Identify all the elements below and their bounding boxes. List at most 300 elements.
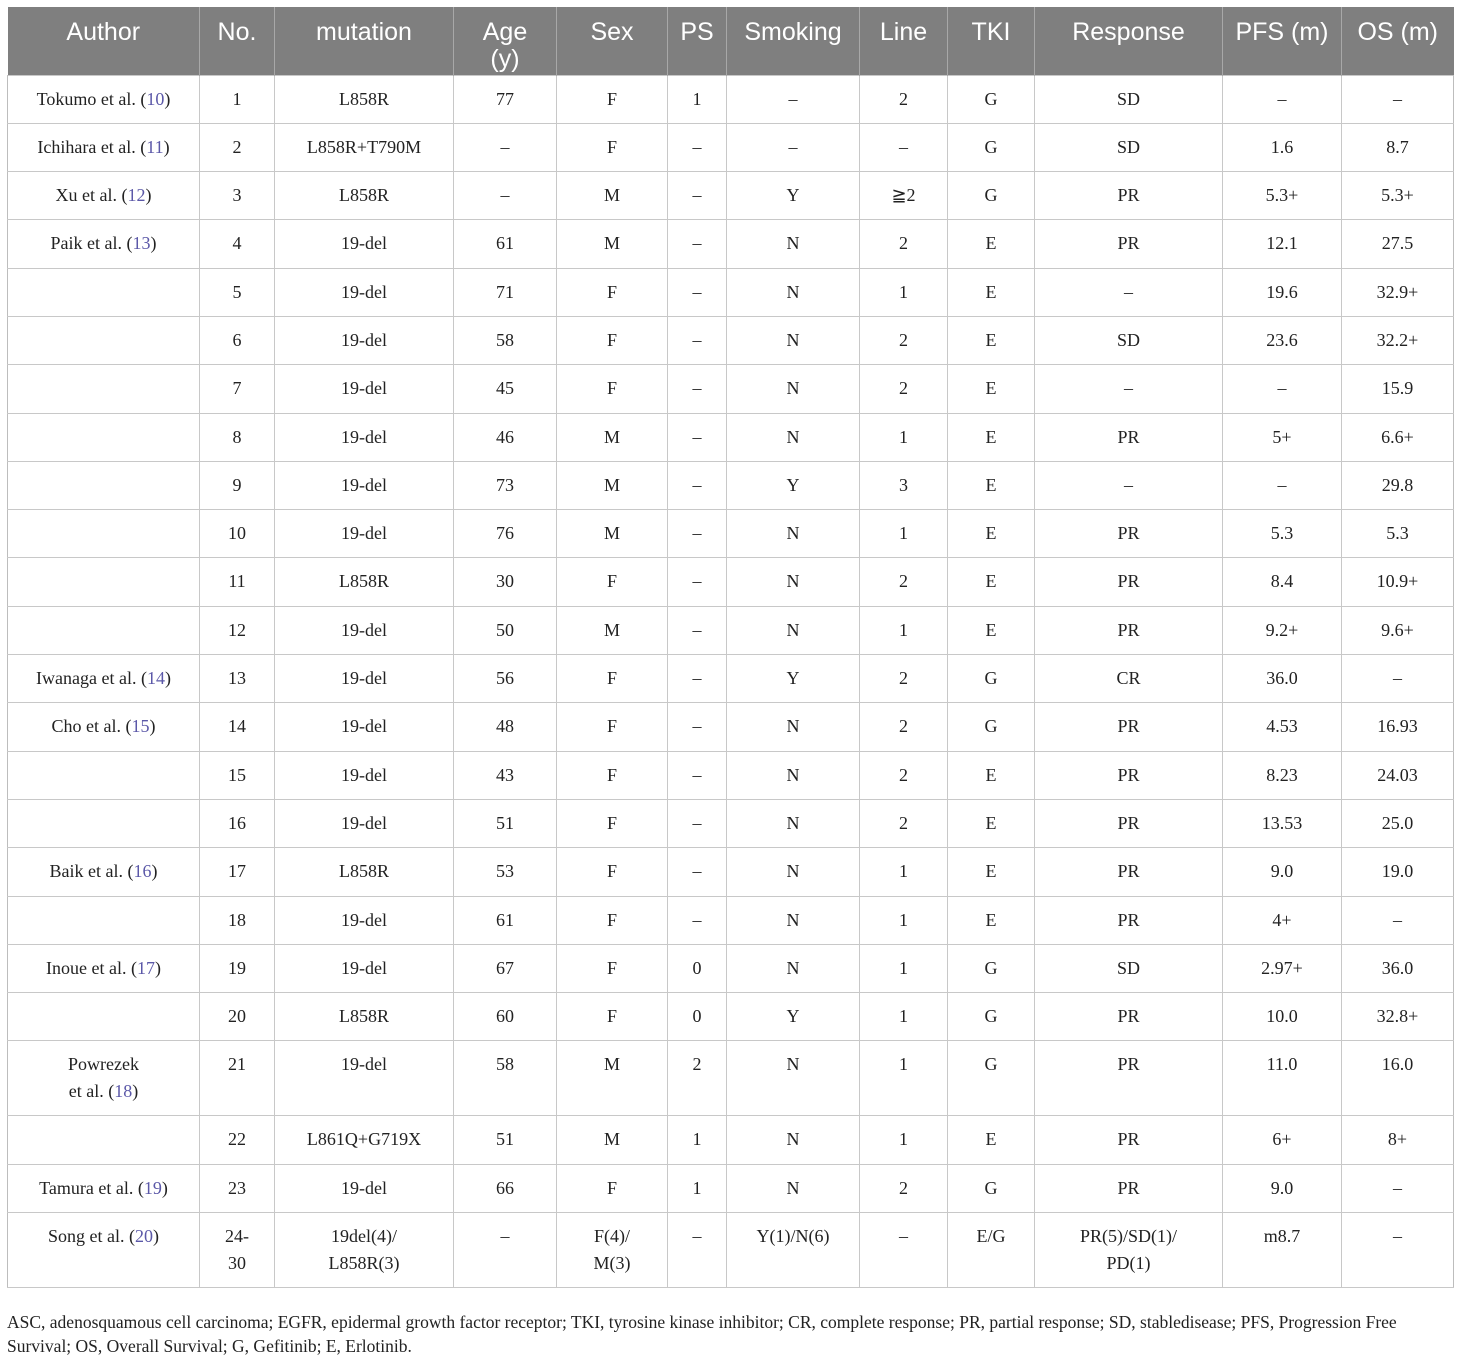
cell-age: 46 xyxy=(454,413,557,461)
author-name: Cho et al. ( xyxy=(51,716,132,737)
cell-smoking: Y(1)/N(6) xyxy=(727,1213,860,1288)
cell-author xyxy=(8,413,200,461)
cell-response: PR xyxy=(1035,751,1223,799)
table-row xyxy=(8,558,1454,606)
cell-author xyxy=(8,365,200,413)
reference-link[interactable]: 15 xyxy=(131,716,150,737)
table-row xyxy=(8,751,1454,799)
cell-sex: M xyxy=(557,172,668,220)
cell-sex: M xyxy=(557,606,668,654)
cell-age: 48 xyxy=(454,703,557,751)
cell-mutation: 19-del xyxy=(275,944,454,992)
reference-link[interactable]: 13 xyxy=(132,233,151,254)
cell-age: 45 xyxy=(454,365,557,413)
cell-tki: G xyxy=(948,1041,1035,1116)
cell-mutation: L858R xyxy=(275,75,454,123)
cell-smoking: N xyxy=(727,1164,860,1212)
cell-smoking: N xyxy=(727,268,860,316)
table-row xyxy=(8,75,1454,123)
cell-smoking: – xyxy=(727,75,860,123)
table-row xyxy=(8,1041,1454,1116)
cell-response: PR xyxy=(1035,510,1223,558)
cell-age: 53 xyxy=(454,848,557,896)
cell-pfs: 8.23 xyxy=(1223,751,1342,799)
cell-mutation: 19-del xyxy=(275,220,454,268)
cell-age: – xyxy=(454,172,557,220)
cell-ps: 1 xyxy=(668,1116,727,1164)
cell-author: Inoue et al. (17) xyxy=(8,944,200,992)
cell-author xyxy=(8,606,200,654)
cell-sex: F xyxy=(557,799,668,847)
cell-author: Powrezek et al. (18) xyxy=(8,1041,200,1116)
cell-os: 10.9+ xyxy=(1342,558,1454,606)
column-header-mutation: mutation xyxy=(275,7,454,75)
cell-no: 21 xyxy=(200,1041,275,1116)
cell-sex: F xyxy=(557,703,668,751)
reference-link[interactable]: 20 xyxy=(135,1226,153,1247)
cell-mutation: L858R+T790M xyxy=(275,123,454,171)
cell-pfs: 5.3 xyxy=(1223,510,1342,558)
cell-os: – xyxy=(1342,655,1454,703)
cell-response: – xyxy=(1035,461,1223,509)
cell-age: 50 xyxy=(454,606,557,654)
reference-link[interactable]: 16 xyxy=(133,861,152,882)
cell-no: 18 xyxy=(200,896,275,944)
cell-smoking: N xyxy=(727,703,860,751)
cell-line: 2 xyxy=(860,655,948,703)
cell-response: PR xyxy=(1035,1116,1223,1164)
table-row xyxy=(8,848,1454,896)
cell-age: 51 xyxy=(454,799,557,847)
cell-pfs: 36.0 xyxy=(1223,655,1342,703)
table-row xyxy=(8,944,1454,992)
cell-tki: E xyxy=(948,268,1035,316)
cell-no: 3 xyxy=(200,172,275,220)
cell-age: 61 xyxy=(454,896,557,944)
cell-no: 12 xyxy=(200,606,275,654)
cell-line: ≧2 xyxy=(860,172,948,220)
cell-pfs: 8.4 xyxy=(1223,558,1342,606)
column-header-age: Age (y) xyxy=(454,7,557,75)
cell-ps: – xyxy=(668,461,727,509)
cell-no: 2 xyxy=(200,123,275,171)
cell-tki: E xyxy=(948,606,1035,654)
cell-no: 17 xyxy=(200,848,275,896)
cell-author xyxy=(8,896,200,944)
reference-link[interactable]: 11 xyxy=(146,136,164,157)
cell-smoking: N xyxy=(727,220,860,268)
cell-os: 36.0 xyxy=(1342,944,1454,992)
cell-sex: F xyxy=(557,268,668,316)
cell-author xyxy=(8,751,200,799)
cell-line: 1 xyxy=(860,268,948,316)
cell-response: – xyxy=(1035,268,1223,316)
cell-no: 6 xyxy=(200,316,275,364)
cell-smoking: Y xyxy=(727,172,860,220)
cell-response: SD xyxy=(1035,75,1223,123)
cell-smoking: N xyxy=(727,606,860,654)
cell-pfs: 5.3+ xyxy=(1223,172,1342,220)
table-row xyxy=(8,1213,1454,1288)
column-header-ps: PS xyxy=(668,7,727,75)
cell-age: – xyxy=(454,1213,557,1288)
cell-pfs: 12.1 xyxy=(1223,220,1342,268)
cell-author xyxy=(8,799,200,847)
cell-line: 2 xyxy=(860,703,948,751)
cell-line: 2 xyxy=(860,220,948,268)
author-name: Tokumo et al. ( xyxy=(36,88,147,109)
cell-author: Cho et al. (15) xyxy=(8,703,200,751)
cell-smoking: N xyxy=(727,896,860,944)
cell-pfs: 5+ xyxy=(1223,413,1342,461)
reference-link[interactable]: 12 xyxy=(127,185,146,206)
cell-tki: E xyxy=(948,365,1035,413)
cell-ps: – xyxy=(668,606,727,654)
cell-tki: E xyxy=(948,316,1035,364)
cell-sex: M xyxy=(557,1116,668,1164)
cell-pfs: 9.0 xyxy=(1223,1164,1342,1212)
cell-response: PR xyxy=(1035,848,1223,896)
cell-author: Baik et al. (16) xyxy=(8,848,200,896)
column-header-response: Response xyxy=(1035,7,1223,75)
cell-tki: G xyxy=(948,944,1035,992)
cell-response: PR xyxy=(1035,413,1223,461)
table-row xyxy=(8,799,1454,847)
cell-os: 19.0 xyxy=(1342,848,1454,896)
cell-age: 67 xyxy=(454,944,557,992)
column-header-author: Author xyxy=(8,7,200,75)
cell-sex: F xyxy=(557,365,668,413)
table-row xyxy=(8,510,1454,558)
cell-response: PR xyxy=(1035,1164,1223,1212)
cell-ps: – xyxy=(668,896,727,944)
author-name: Inoue et al. ( xyxy=(46,957,137,978)
cell-mutation: 19del(4)/ L858R(3) xyxy=(275,1213,454,1288)
cell-line: – xyxy=(860,123,948,171)
cell-response: SD xyxy=(1035,316,1223,364)
cell-line: 1 xyxy=(860,606,948,654)
cell-smoking: Y xyxy=(727,655,860,703)
cell-sex: F xyxy=(557,751,668,799)
cell-age: 66 xyxy=(454,1164,557,1212)
table-row xyxy=(8,703,1454,751)
cell-tki: G xyxy=(948,1164,1035,1212)
table-row xyxy=(8,896,1454,944)
cell-age: 77 xyxy=(454,75,557,123)
cell-author: Iwanaga et al. (14) xyxy=(8,655,200,703)
table-row xyxy=(8,1116,1454,1164)
cell-author: Tokumo et al. (10) xyxy=(8,75,200,123)
cell-pfs: 4.53 xyxy=(1223,703,1342,751)
table-row xyxy=(8,172,1454,220)
cell-no: 20 xyxy=(200,993,275,1041)
cell-ps: – xyxy=(668,172,727,220)
cell-response: PR xyxy=(1035,220,1223,268)
cell-response: PR xyxy=(1035,993,1223,1041)
cell-line: 2 xyxy=(860,751,948,799)
cell-smoking: N xyxy=(727,1041,860,1116)
cell-response: CR xyxy=(1035,655,1223,703)
column-header-pfs: PFS (m) xyxy=(1223,7,1342,75)
cell-no: 1 xyxy=(200,75,275,123)
cell-line: 1 xyxy=(860,510,948,558)
cell-age: 30 xyxy=(454,558,557,606)
cell-line: 1 xyxy=(860,944,948,992)
reference-link[interactable]: 14 xyxy=(146,668,165,689)
cell-response: PR xyxy=(1035,1041,1223,1116)
cell-os: 6.6+ xyxy=(1342,413,1454,461)
cell-sex: F xyxy=(557,848,668,896)
cell-sex: F xyxy=(557,558,668,606)
cell-sex: M xyxy=(557,1041,668,1116)
cell-line: 1 xyxy=(860,1041,948,1116)
cell-age: 58 xyxy=(454,316,557,364)
cell-ps: – xyxy=(668,655,727,703)
cell-author xyxy=(8,268,200,316)
cell-pfs: – xyxy=(1223,75,1342,123)
cell-mutation: 19-del xyxy=(275,799,454,847)
cell-age: 56 xyxy=(454,655,557,703)
cell-ps: – xyxy=(668,365,727,413)
cell-author: Xu et al. (12) xyxy=(8,172,200,220)
cell-sex: F xyxy=(557,123,668,171)
cell-line: 2 xyxy=(860,558,948,606)
cell-no: 9 xyxy=(200,461,275,509)
cell-line: – xyxy=(860,1213,948,1288)
cell-os: 16.93 xyxy=(1342,703,1454,751)
cell-os: – xyxy=(1342,1213,1454,1288)
cell-os: 25.0 xyxy=(1342,799,1454,847)
cell-tki: E xyxy=(948,1116,1035,1164)
cell-os: 5.3 xyxy=(1342,510,1454,558)
cell-no: 8 xyxy=(200,413,275,461)
cell-author: Paik et al. (13) xyxy=(8,220,200,268)
cell-response: PR xyxy=(1035,799,1223,847)
table-row xyxy=(8,268,1454,316)
cell-os: 27.5 xyxy=(1342,220,1454,268)
cell-smoking: N xyxy=(727,1116,860,1164)
cell-pfs: – xyxy=(1223,461,1342,509)
cell-ps: – xyxy=(668,220,727,268)
cell-age: 61 xyxy=(454,220,557,268)
cell-line: 1 xyxy=(860,896,948,944)
cell-sex: F(4)/ M(3) xyxy=(557,1213,668,1288)
cell-age: 43 xyxy=(454,751,557,799)
author-name: Song et al. ( xyxy=(48,1226,135,1247)
table-row xyxy=(8,365,1454,413)
cell-line: 2 xyxy=(860,1164,948,1212)
table-row xyxy=(8,993,1454,1041)
cell-line: 3 xyxy=(860,461,948,509)
cell-tki: E xyxy=(948,799,1035,847)
cell-no: 23 xyxy=(200,1164,275,1212)
cell-pfs: – xyxy=(1223,365,1342,413)
cell-mutation: 19-del xyxy=(275,1041,454,1116)
cell-line: 2 xyxy=(860,799,948,847)
cell-mutation: L858R xyxy=(275,172,454,220)
cell-author xyxy=(8,316,200,364)
cell-response: PR xyxy=(1035,703,1223,751)
cell-smoking: N xyxy=(727,944,860,992)
cell-os: 9.6+ xyxy=(1342,606,1454,654)
cell-smoking: N xyxy=(727,365,860,413)
cell-sex: F xyxy=(557,993,668,1041)
cell-smoking: N xyxy=(727,751,860,799)
cell-pfs: 11.0 xyxy=(1223,1041,1342,1116)
cell-ps: – xyxy=(668,316,727,364)
cell-ps: – xyxy=(668,799,727,847)
cell-pfs: 1.6 xyxy=(1223,123,1342,171)
cell-tki: E xyxy=(948,558,1035,606)
cell-response: PR(5)/SD(1)/ PD(1) xyxy=(1035,1213,1223,1288)
reference-link[interactable]: 10 xyxy=(146,88,165,109)
cell-smoking: N xyxy=(727,799,860,847)
cell-line: 2 xyxy=(860,75,948,123)
author-name: Ichihara et al. ( xyxy=(37,136,147,157)
cell-no: 4 xyxy=(200,220,275,268)
cell-smoking: Y xyxy=(727,461,860,509)
cell-os: – xyxy=(1342,75,1454,123)
cell-author: Tamura et al. (19) xyxy=(8,1164,200,1212)
cell-tki: G xyxy=(948,703,1035,751)
reference-link[interactable]: 18 xyxy=(114,1081,133,1102)
cell-mutation: 19-del xyxy=(275,751,454,799)
author-name: Powrezek et al. ( xyxy=(68,1054,139,1102)
cell-age: 58 xyxy=(454,1041,557,1116)
cell-age: 60 xyxy=(454,993,557,1041)
cell-author xyxy=(8,993,200,1041)
cell-sex: M xyxy=(557,461,668,509)
cell-tki: E/G xyxy=(948,1213,1035,1288)
cell-tki: E xyxy=(948,413,1035,461)
column-header-smoking: Smoking xyxy=(727,7,860,75)
cell-ps: 2 xyxy=(668,1041,727,1116)
cell-smoking: – xyxy=(727,123,860,171)
cell-mutation: L858R xyxy=(275,848,454,896)
reference-link[interactable]: 17 xyxy=(136,957,155,978)
cell-pfs: m8.7 xyxy=(1223,1213,1342,1288)
cell-pfs: 4+ xyxy=(1223,896,1342,944)
cell-mutation: L861Q+G719X xyxy=(275,1116,454,1164)
cell-tki: E xyxy=(948,220,1035,268)
cell-sex: F xyxy=(557,896,668,944)
cell-author xyxy=(8,461,200,509)
table-row xyxy=(8,316,1454,364)
cell-mutation: 19-del xyxy=(275,896,454,944)
cell-tki: E xyxy=(948,896,1035,944)
cell-os: 15.9 xyxy=(1342,365,1454,413)
cell-pfs: 9.2+ xyxy=(1223,606,1342,654)
cell-smoking: Y xyxy=(727,993,860,1041)
cell-ps: 1 xyxy=(668,1164,727,1212)
table-footnote: ASC, adenosquamous cell carcinoma; EGFR, epidermal growth factor receptor; TKI, tyrosine kinase inhibitor; CR, complete response; PR, partial response; SD, stabledisease; PFS, Progression Free Survival; OS, Overall Survival; G, Gefitinib; E, Erlotinib. xyxy=(7,1312,1397,1356)
cell-no: 24- 30 xyxy=(200,1213,275,1288)
cell-ps: – xyxy=(668,558,727,606)
cell-mutation: 19-del xyxy=(275,703,454,751)
cell-smoking: N xyxy=(727,558,860,606)
cell-response: SD xyxy=(1035,123,1223,171)
cell-age: – xyxy=(454,123,557,171)
column-header-tki: TKI xyxy=(948,7,1035,75)
cell-os: 32.8+ xyxy=(1342,993,1454,1041)
cell-smoking: N xyxy=(727,316,860,364)
cell-mutation: 19-del xyxy=(275,510,454,558)
cell-no: 5 xyxy=(200,268,275,316)
cell-ps: – xyxy=(668,413,727,461)
cell-sex: M xyxy=(557,220,668,268)
author-name: Xu et al. ( xyxy=(55,185,128,206)
cell-sex: M xyxy=(557,510,668,558)
cell-response: SD xyxy=(1035,944,1223,992)
cell-response: PR xyxy=(1035,558,1223,606)
table-row xyxy=(8,1164,1454,1212)
cell-pfs: 23.6 xyxy=(1223,316,1342,364)
cell-os: 29.8 xyxy=(1342,461,1454,509)
cell-author xyxy=(8,558,200,606)
cell-mutation: 19-del xyxy=(275,461,454,509)
cell-mutation: 19-del xyxy=(275,316,454,364)
cell-os: 8+ xyxy=(1342,1116,1454,1164)
cell-ps: 0 xyxy=(668,993,727,1041)
column-header-line: Line xyxy=(860,7,948,75)
cell-ps: – xyxy=(668,510,727,558)
cell-author xyxy=(8,1116,200,1164)
cell-sex: F xyxy=(557,1164,668,1212)
cell-ps: – xyxy=(668,703,727,751)
cell-line: 2 xyxy=(860,365,948,413)
cell-age: 73 xyxy=(454,461,557,509)
cell-os: 24.03 xyxy=(1342,751,1454,799)
cell-tki: E xyxy=(948,461,1035,509)
cell-no: 16 xyxy=(200,799,275,847)
column-header-sex: Sex xyxy=(557,7,668,75)
cell-pfs: 2.97+ xyxy=(1223,944,1342,992)
cell-no: 14 xyxy=(200,703,275,751)
cell-os: 5.3+ xyxy=(1342,172,1454,220)
table-row xyxy=(8,123,1454,171)
cell-mutation: 19-del xyxy=(275,606,454,654)
cell-response: PR xyxy=(1035,896,1223,944)
reference-link[interactable]: 19 xyxy=(143,1177,162,1198)
cell-os: 8.7 xyxy=(1342,123,1454,171)
cell-no: 11 xyxy=(200,558,275,606)
cell-mutation: 19-del xyxy=(275,413,454,461)
cell-pfs: 10.0 xyxy=(1223,993,1342,1041)
table-row xyxy=(8,606,1454,654)
cell-ps: 1 xyxy=(668,75,727,123)
cell-age: 51 xyxy=(454,1116,557,1164)
author-name: Iwanaga et al. ( xyxy=(36,668,147,689)
cell-sex: F xyxy=(557,75,668,123)
column-header-os: OS (m) xyxy=(1342,7,1454,75)
cell-smoking: N xyxy=(727,510,860,558)
cell-mutation: 19-del xyxy=(275,268,454,316)
cell-age: 71 xyxy=(454,268,557,316)
cell-sex: M xyxy=(557,413,668,461)
cell-tki: G xyxy=(948,75,1035,123)
cell-pfs: 13.53 xyxy=(1223,799,1342,847)
cell-no: 19 xyxy=(200,944,275,992)
cell-tki: G xyxy=(948,123,1035,171)
cell-line: 1 xyxy=(860,848,948,896)
cell-author: Song et al. (20) xyxy=(8,1213,200,1288)
cell-ps: – xyxy=(668,1213,727,1288)
cell-no: 13 xyxy=(200,655,275,703)
cell-pfs: 6+ xyxy=(1223,1116,1342,1164)
table-row xyxy=(8,413,1454,461)
cell-age: 76 xyxy=(454,510,557,558)
cell-pfs: 9.0 xyxy=(1223,848,1342,896)
